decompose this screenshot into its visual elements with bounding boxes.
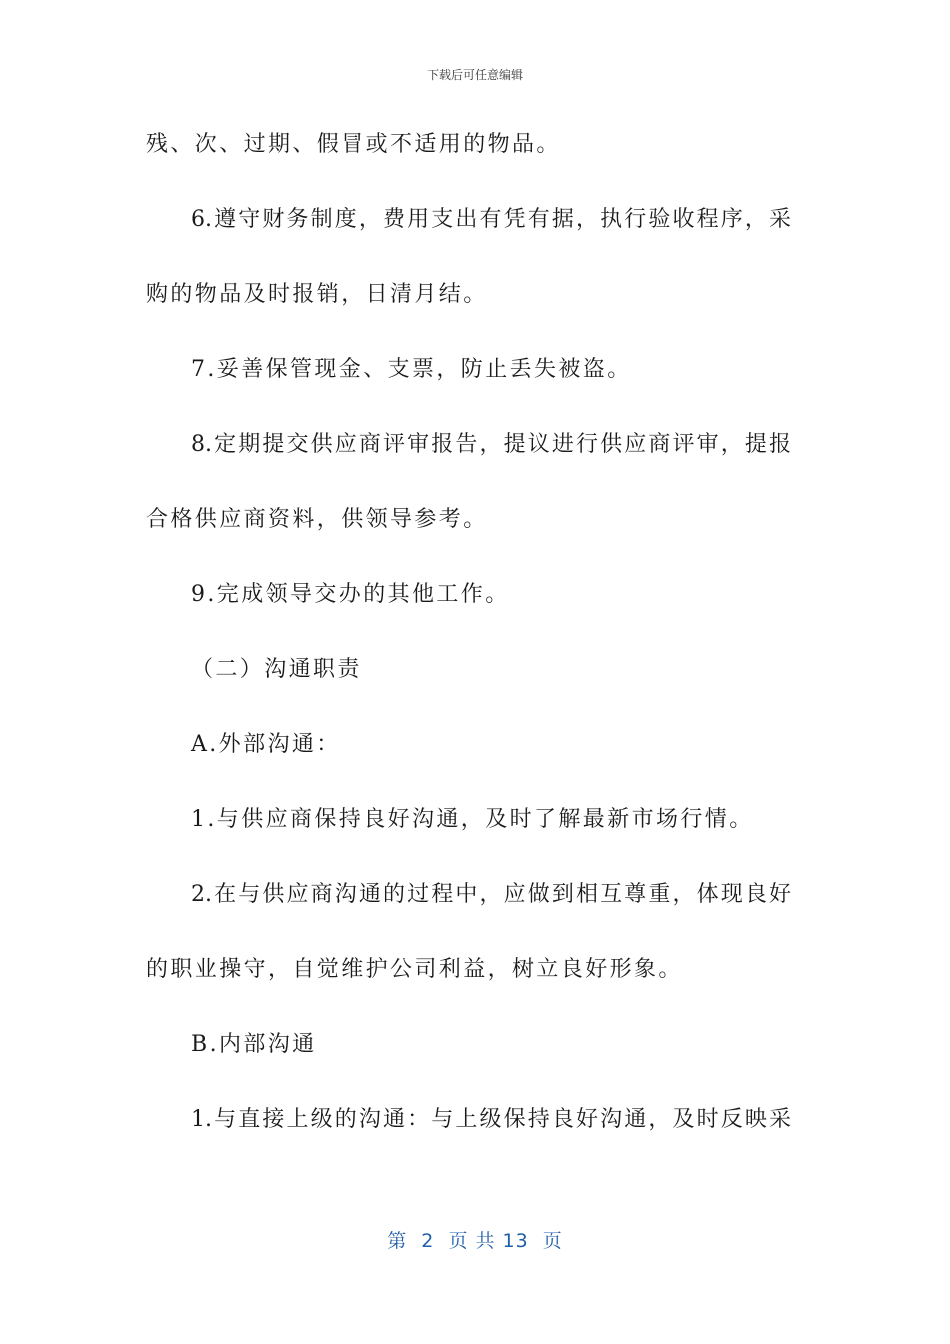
subsection-heading-internal: B.内部沟通 (191, 1032, 317, 1057)
text-line-3: 购的物品及时报销，日清月结。 (146, 282, 488, 307)
text-line-5: 8.定期提交供应商评审报告，提议进行供应商评审，提报 (191, 432, 791, 457)
text-line-10: 1.与供应商保持良好沟通，及时了解最新市场行情。 (191, 807, 754, 832)
text-line-2: 6.遵守财务制度，费用支出有凭有据，执行验收程序，采 (191, 207, 791, 232)
subsection-heading-external: A.外部沟通： (191, 732, 341, 757)
section-heading: （二）沟通职责 (191, 657, 362, 682)
text-line-6: 合格供应商资料，供领导参考。 (146, 507, 488, 532)
text-line-7: 9.完成领导交办的其他工作。 (191, 582, 510, 607)
header-note: 下载后可任意编辑 (426, 68, 523, 82)
text-line-11: 2.在与供应商沟通的过程中，应做到相互尊重，体现良好 (191, 882, 791, 907)
text-line-14: 1.与直接上级的沟通：与上级保持良好沟通，及时反映采 (191, 1107, 791, 1132)
text-line-1: 残、次、过期、假冒或不适用的物品。 (146, 132, 561, 157)
text-line-12: 的职业操守，自觉维护公司利益，树立良好形象。 (146, 957, 683, 982)
page-number: 第 2 页 共 13 页 (387, 1230, 563, 1252)
text-line-4: 7.妥善保管现金、支票，防止丢失被盗。 (191, 357, 632, 382)
